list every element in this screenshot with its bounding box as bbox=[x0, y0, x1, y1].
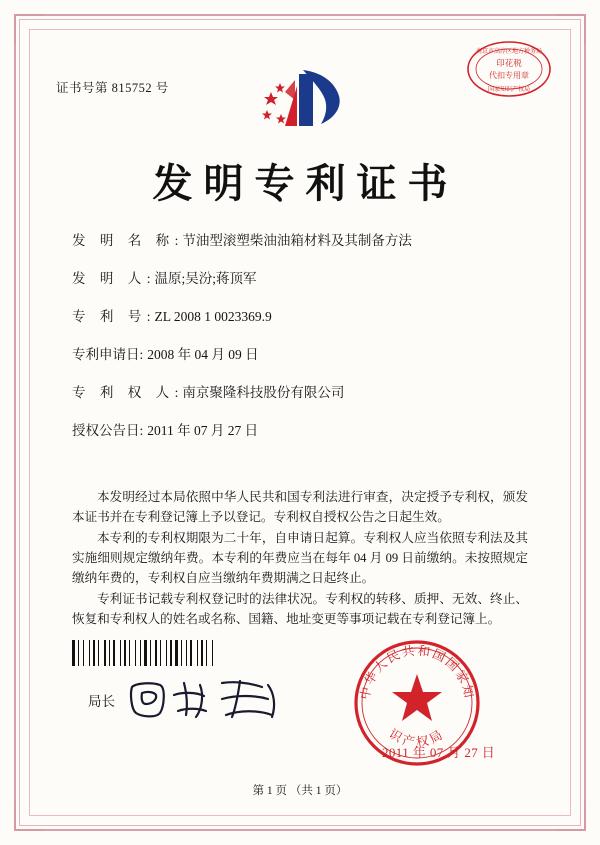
field-label-inventor: 发 明 人 bbox=[72, 271, 147, 287]
field-label-application-date: 专利申请日 bbox=[72, 347, 140, 363]
field-label-grant-date: 授权公告日 bbox=[72, 423, 140, 439]
barcode bbox=[72, 640, 227, 666]
certificate-number: 证书号第 815752 号 bbox=[56, 81, 169, 95]
field-value-grant-date: 2011 年 07 月 27 日 bbox=[147, 423, 259, 439]
svg-text:中华人民共和国国家知: 中华人民共和国国家知 bbox=[356, 642, 478, 701]
field-value-invention-name: 节油型滚塑柴油油箱材料及其制备方法 bbox=[182, 233, 412, 248]
field-label-patentee: 专 利 权 人 bbox=[72, 385, 175, 401]
field-separator: : bbox=[174, 233, 179, 248]
svg-text:国家知识产权局: 国家知识产权局 bbox=[487, 86, 531, 93]
corner-ornament-bottom-right bbox=[556, 801, 586, 831]
field-value-patentee: 南京聚隆科技股份有限公司 bbox=[182, 385, 345, 401]
field-row bbox=[72, 232, 542, 250]
seal-date: 2011 年 07 月 27 日 bbox=[382, 745, 496, 760]
svg-text:印花税: 印花税 bbox=[496, 59, 522, 69]
field-label-patent-number: 专 利 号 bbox=[72, 309, 147, 325]
corner-ornament-bottom-left bbox=[14, 801, 44, 831]
field-label-invention-name: 发 明 名 称 bbox=[72, 233, 175, 248]
signature-label: 局长 bbox=[88, 694, 115, 709]
field-value-application-date: 2008 年 04 月 09 日 bbox=[147, 347, 259, 363]
field-separator: : bbox=[139, 423, 144, 439]
field-row bbox=[72, 384, 542, 402]
commissioner-signature bbox=[122, 673, 292, 725]
legal-paragraph: 本专利的专利权期限为二十年，自申请日起算。专利权人应当依照专利法及其实施细则规定缴纳年费。本专利的年费应当在每年 04 月 09 日前缴纳。未按照规定缴纳年费的，专利权自应当缴纳年费期满之日起终止。 bbox=[72, 531, 528, 585]
svg-text:识产权局: 识产权局 bbox=[386, 725, 448, 750]
corner-ornament-top-right bbox=[556, 14, 586, 44]
legal-body-text bbox=[72, 487, 528, 630]
field-row bbox=[72, 270, 542, 288]
svg-text:南京市高淳区地方税务局: 南京市高淳区地方税务局 bbox=[475, 48, 543, 55]
tax-stamp-icon bbox=[466, 40, 552, 98]
field-separator: : bbox=[146, 309, 151, 325]
page-title: 发明专利证书 bbox=[152, 160, 459, 207]
svg-text:代扣专用章: 代扣专用章 bbox=[489, 71, 529, 80]
legal-paragraph: 本发明经过本局依照中华人民共和国专利法进行审查，决定授予专利权，颁发本证书并在专利登记簿上予以登记。专利权自授权公告之日起生效。 bbox=[72, 490, 528, 524]
field-row bbox=[72, 346, 542, 364]
sipo-logo-icon bbox=[255, 62, 347, 136]
field-separator: : bbox=[174, 385, 179, 401]
page-footer: 第 1 页 （共 1 页） bbox=[252, 785, 348, 797]
field-row bbox=[72, 422, 542, 440]
field-separator: : bbox=[139, 347, 144, 363]
legal-paragraph: 专利证书记载专利权登记时的法律状况。专利权的转移、质押、无效、终止、恢复和专利权人的姓名或名称、国籍、地址变更等事项记载在专利登记簿上。 bbox=[72, 592, 528, 626]
field-row bbox=[72, 308, 542, 326]
field-list bbox=[72, 232, 542, 460]
field-separator: : bbox=[146, 271, 151, 287]
field-value-patent-number: ZL 2008 1 0023369.9 bbox=[154, 309, 272, 325]
field-value-inventor: 温原;吴汾;蒋顶军 bbox=[154, 271, 257, 287]
corner-ornament-top-left bbox=[14, 14, 44, 44]
